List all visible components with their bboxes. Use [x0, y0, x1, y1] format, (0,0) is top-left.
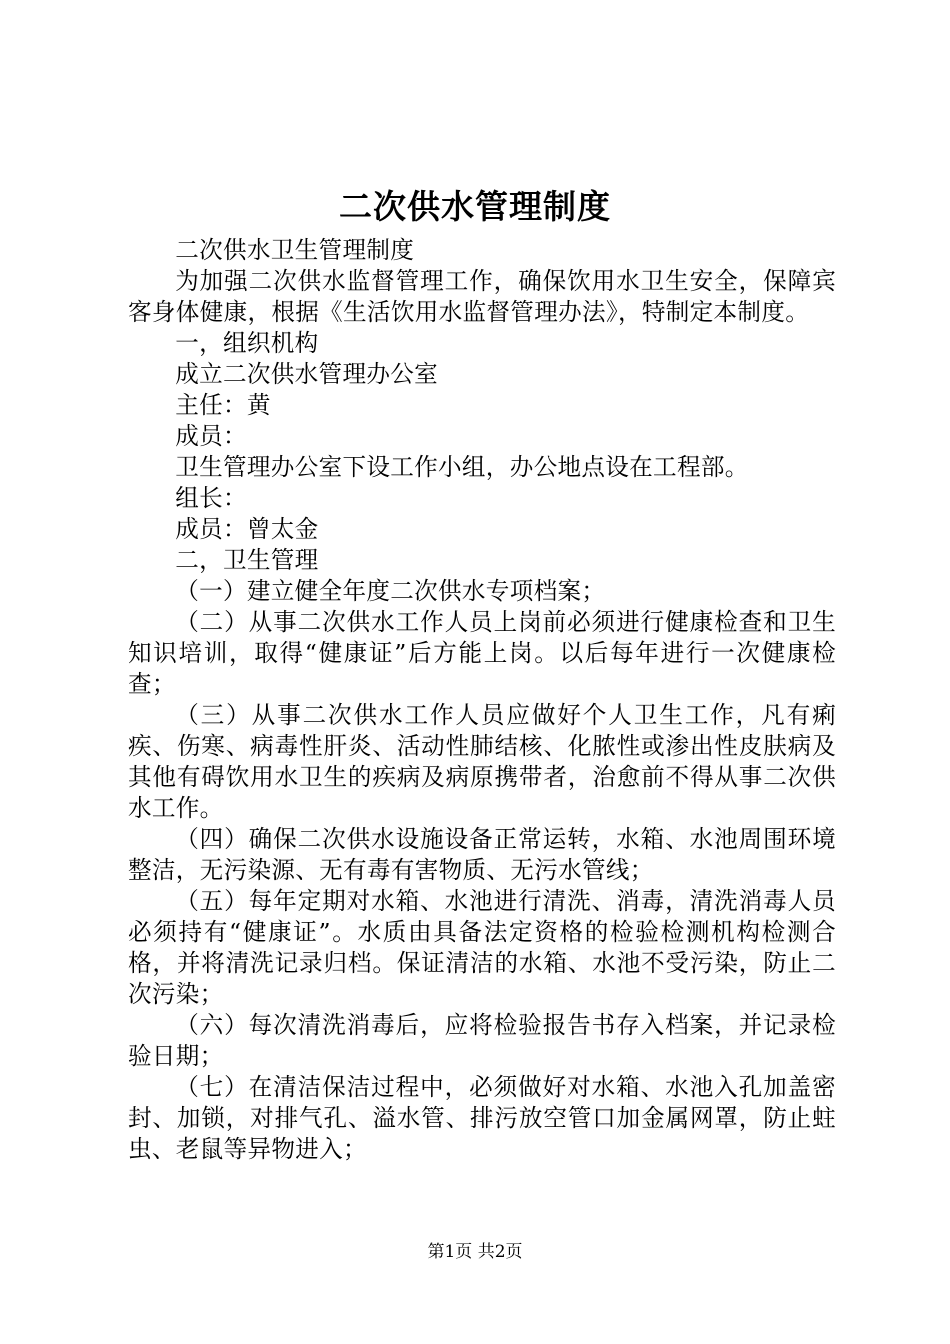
list-item: （四）确保二次供水设施设备正常运转，水箱、水池周围环境整洁，无污染源、无有毒有害物质、无污水管线； — [128, 825, 836, 884]
paragraph-group-leader: 组长： — [175, 484, 247, 512]
paragraph-office: 成立二次供水管理办公室 — [175, 360, 439, 388]
list-item: （一）建立健全年度二次供水专项档案； — [175, 577, 606, 605]
paragraph-group-members: 成员：曾太金 — [175, 515, 319, 543]
paragraph-intro: 为加强二次供水监督管理工作，确保饮用水卫生安全，保障宾客身体健康，根据《生活饮用水监督管理办法》，特制定本制度。 — [128, 267, 836, 326]
paragraph-members: 成员： — [175, 422, 247, 450]
page-footer: 第1页 共2页 — [427, 1242, 523, 1262]
list-item: （五）每年定期对水箱、水池进行清洗、消毒，清洗消毒人员必须持有“健康证”。水质由具备法定资格的检验检测机构检测合格，并将清洗记录归档。保证清洁的水箱、水池不受污染，防止二次污染； — [128, 887, 836, 1008]
list-item: （七）在清洁保洁过程中，必须做好对水箱、水池入孔加盖密封、加锁，对排气孔、溢水管、排污放空管口加金属网罩，防止蛀虫、老鼠等异物进入； — [128, 1073, 836, 1163]
paragraph-director: 主任：黄 — [175, 391, 271, 419]
document-body — [128, 235, 836, 1165]
list-item: （六）每次清洗消毒后，应将检验报告书存入档案，并记录检验日期； — [128, 1011, 836, 1070]
paragraph-working-group: 卫生管理办公室下设工作小组，办公地点设在工程部。 — [175, 453, 749, 481]
list-item: （二）从事二次供水工作人员上岗前必须进行健康检查和卫生知识培训，取得“健康证”后方能上岗。以后每年进行一次健康检查； — [128, 608, 836, 698]
section-heading-hygiene: 二，卫生管理 — [175, 546, 319, 574]
section-heading-organization: 一，组织机构 — [175, 329, 319, 357]
document-title: 二次供水管理制度 — [339, 187, 611, 226]
list-item: （三）从事二次供水工作人员应做好个人卫生工作，凡有痢疾、伤寒、病毒性肝炎、活动性肺结核、化脓性或渗出性皮肤病及其他有碍饮用水卫生的疾病及病原携带者，治愈前不得从事二次供水工作。 — [128, 701, 836, 822]
paragraph-subtitle: 二次供水卫生管理制度 — [175, 236, 415, 264]
